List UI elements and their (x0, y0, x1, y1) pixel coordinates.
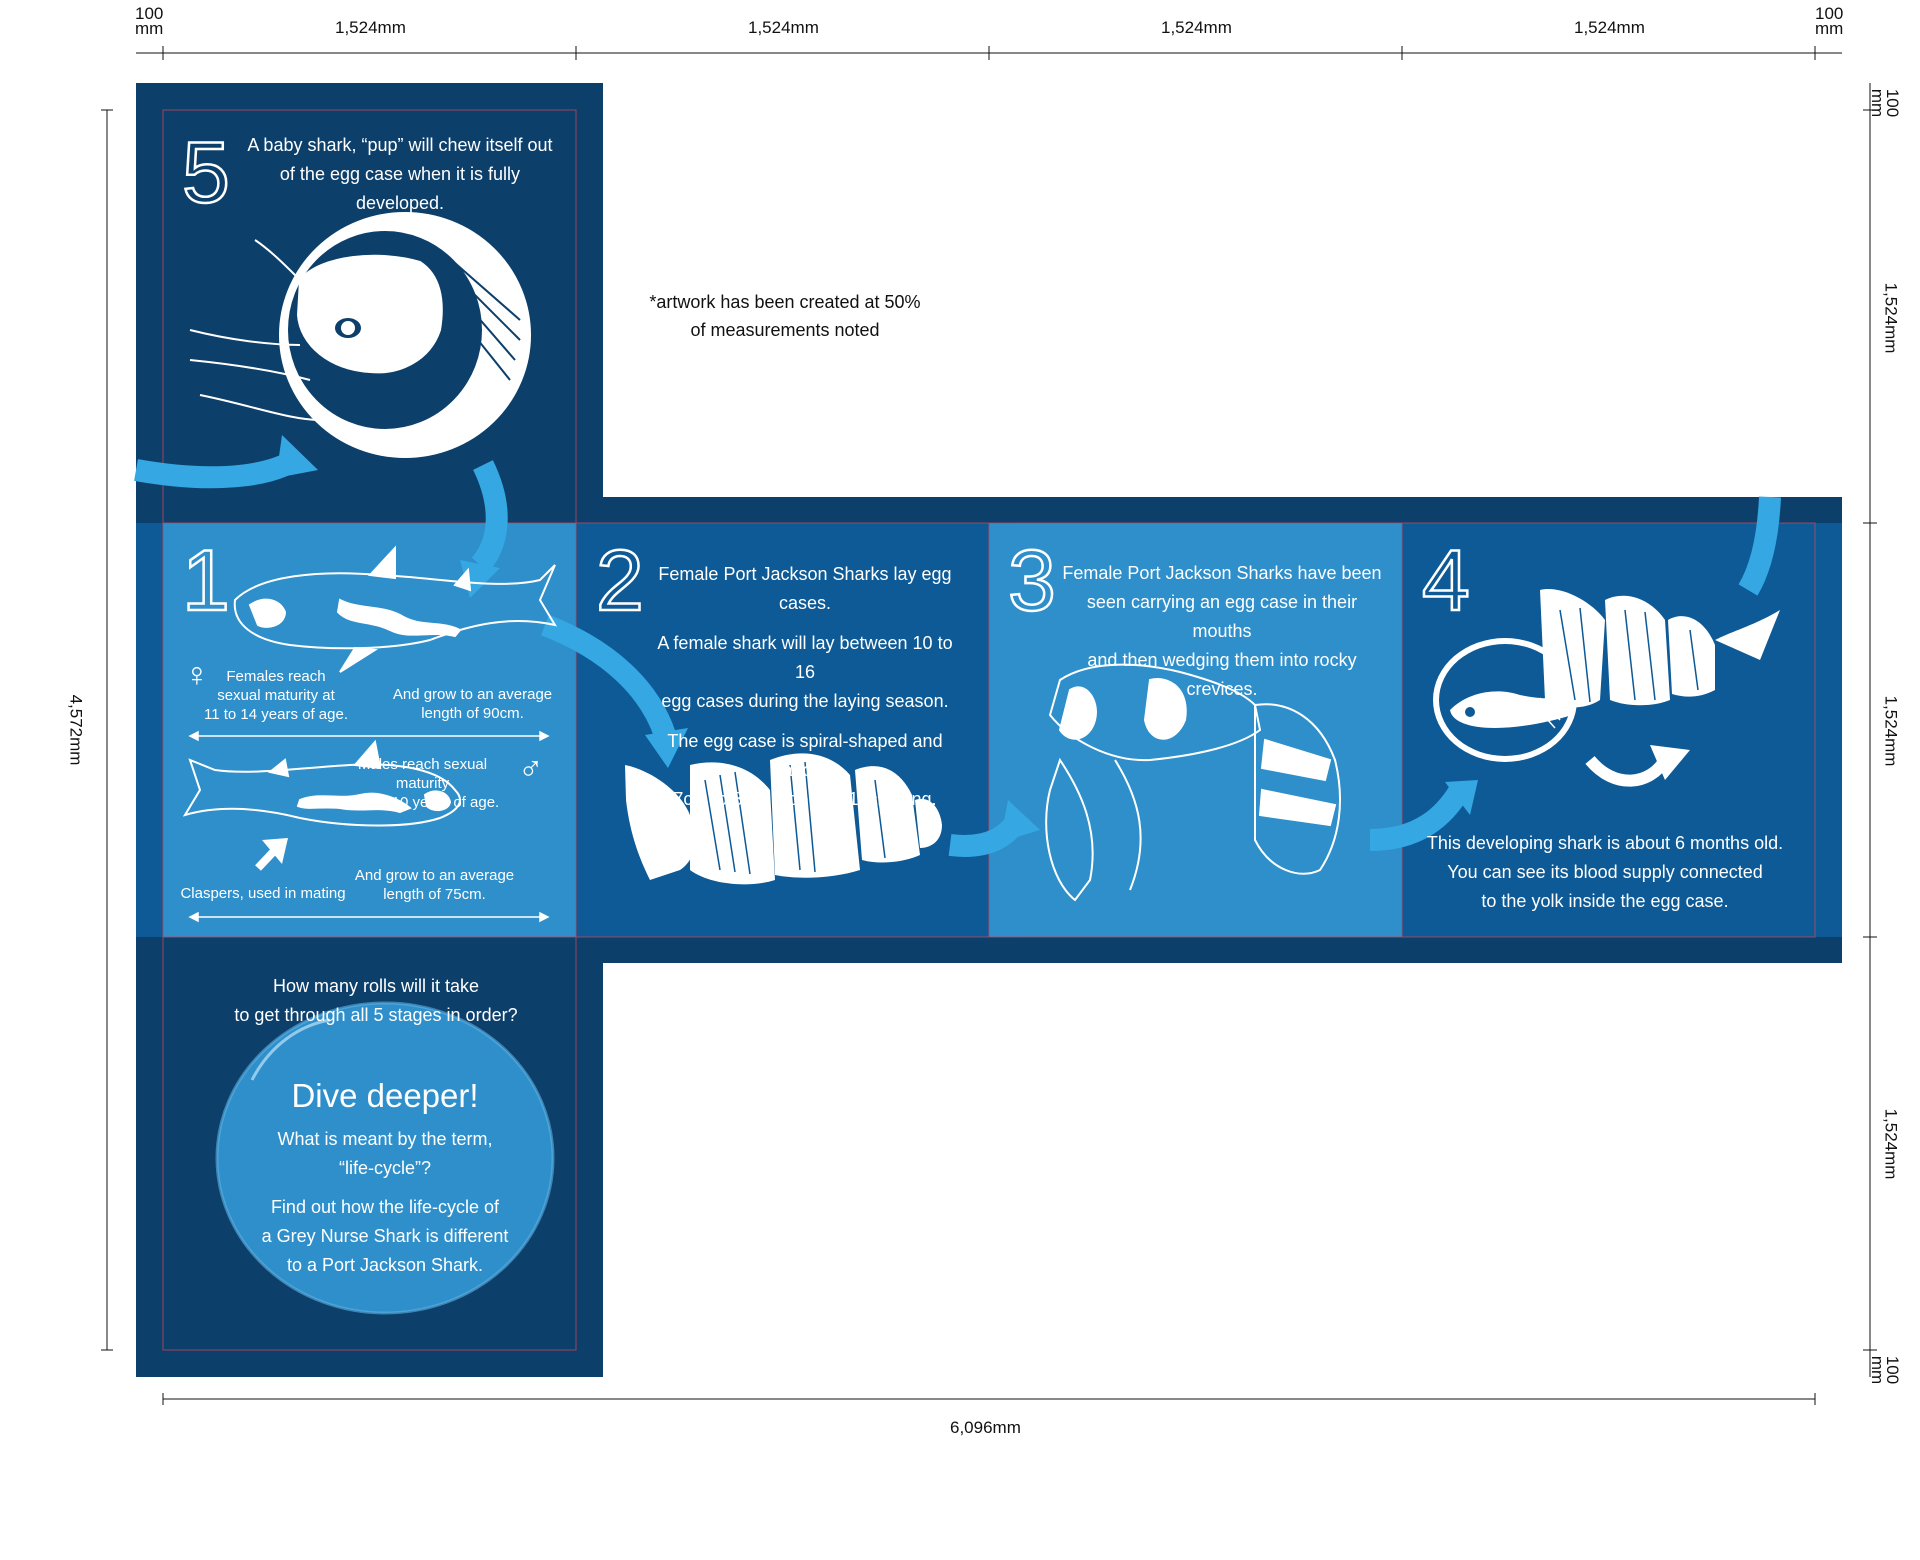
dive-deeper-title: Dive deeper! (291, 1077, 479, 1114)
panel-1-number: 1 (182, 533, 230, 629)
male-length-2: length of 75cm. (383, 886, 486, 903)
dim-top-3: 1,524mm (1161, 18, 1232, 37)
dim-top-100-right: 100 mm (1815, 4, 1844, 38)
male-length (352, 866, 517, 904)
panel-3-number: 3 (1008, 533, 1056, 629)
dim-right-100-bottom: 100 mm (1868, 1355, 1902, 1385)
rolls-question-line2: to get through all 5 stages in order? (234, 1005, 518, 1025)
dim-top-1: 1,524mm (335, 18, 406, 37)
male-maturity-1: Males reach sexual maturity (357, 756, 488, 792)
female-length-1: And grow to an average (392, 686, 553, 703)
male-maturity-2: at 8 to 10 years of age. (345, 794, 500, 811)
male-symbol: ♂ (518, 750, 544, 788)
dim-top-2: 1,524mm (748, 18, 819, 37)
panel-3-line2: seen carrying an egg case in their mouths (1086, 592, 1358, 641)
dive-deeper-question (235, 1125, 535, 1280)
dive-f-line2: a Grey Nurse Shark is different (261, 1226, 509, 1246)
panel-2-line2: A female shark will lay between 10 to 16 (657, 633, 953, 682)
artwork-note-line2: of measurements noted (690, 320, 880, 340)
panel-4-line1: This developing shark is about 6 months old. (1426, 833, 1784, 853)
dive-f-line1: Find out how the life-cycle of (270, 1197, 500, 1217)
panel-4-number: 4 (1422, 533, 1470, 629)
female-maturity-2: sexual maturity at (217, 687, 335, 704)
panel-5-line1: A baby shark, “pup” will chew itself out (247, 135, 553, 155)
rolls-question (196, 972, 556, 1030)
panel-4-text (1425, 829, 1785, 916)
panel-2-number: 2 (596, 533, 644, 629)
female-length (390, 685, 555, 723)
panel-5-text (240, 131, 560, 218)
dim-top-100-left: 100 mm (135, 4, 164, 38)
panel-3-text (1062, 559, 1382, 704)
female-maturity-1: Females reach (226, 668, 326, 685)
panel-2-text (655, 560, 955, 814)
male-length-1: And grow to an average (354, 867, 515, 884)
female-maturity (196, 667, 356, 724)
dim-right-3: 1,524mm (1881, 1108, 1901, 1180)
female-maturity-3: 11 to 14 years of age. (204, 706, 348, 723)
dive-q-line2: “life-cycle”? (338, 1158, 431, 1178)
panel-2-line1: Female Port Jackson Sharks lay egg cases. (658, 564, 952, 613)
rolls-question-line1: How many rolls will it take (272, 976, 480, 996)
claspers-label: Claspers, used in mating (180, 885, 346, 902)
artwork-note (620, 288, 950, 344)
dive-q-line1: What is meant by the term, (277, 1129, 493, 1149)
dive-f-line3: to a Port Jackson Shark. (286, 1255, 484, 1275)
female-symbol: ♀ (184, 656, 210, 694)
dim-right-2: 1,524mm (1881, 695, 1901, 767)
dim-left-total: 4,572mm (66, 694, 86, 766)
dim-top-4: 1,524mm (1574, 18, 1645, 37)
panel-4-line3: to the yolk inside the egg case. (1481, 891, 1729, 911)
panel-5-line2: of the egg case when it is fully developed. (279, 164, 521, 213)
dim-bottom-total: 6,096mm (950, 1418, 1021, 1437)
panel-2-line5: 7cm to 8cm wide and 15cm long. (673, 789, 937, 809)
panel-5-number: 5 (182, 125, 230, 221)
panel-3-line3: and then wedging them into rocky crevices. (1087, 650, 1357, 699)
artwork-note-line1: *artwork has been created at 50% (649, 292, 921, 312)
dim-right-1: 1,524mm (1881, 282, 1901, 354)
panel-2-line4: The egg case is spiral-shaped and about (667, 731, 943, 780)
panel-4-line2: You can see its blood supply connected (1447, 862, 1763, 882)
dim-right-100-top: 100 mm (1868, 88, 1902, 118)
male-maturity (330, 755, 515, 812)
panel-3-line1: Female Port Jackson Sharks have been (1062, 563, 1382, 583)
female-length-2: length of 90cm. (421, 705, 524, 722)
panel-2-line3: egg cases during the laying season. (661, 691, 949, 711)
